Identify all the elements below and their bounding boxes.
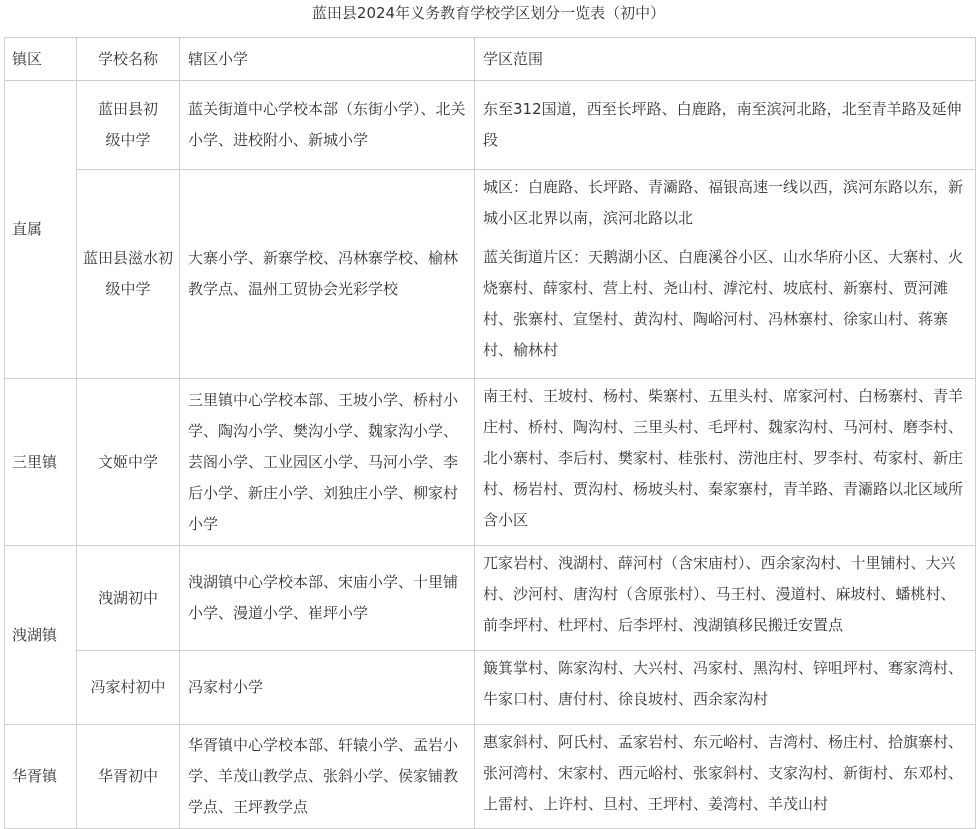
town-cell: 洩湖镇	[5, 546, 77, 725]
range-cell	[475, 170, 976, 379]
primary-cell: 洩湖镇中心学校本部、宋庙小学、十里铺小学、漫道小学、崔坪小学	[180, 546, 475, 651]
header-town: 镇区	[5, 38, 77, 81]
range-cell	[475, 725, 976, 829]
town-cell: 华胥镇	[5, 725, 77, 829]
table-row	[5, 725, 976, 829]
school-cell	[77, 81, 180, 170]
header-primary: 辖区小学	[180, 38, 475, 81]
school-cell: 洩湖初中	[77, 546, 180, 651]
primary-cell: 蓝关街道中心学校本部（东街小学）、北关小学、进校附小、新城小学	[180, 81, 475, 170]
range-text: 兀家岩村、洩湖村、薛河村（含宋庙村）、西余家沟村、十里铺村、大兴村、沙河村、唐沟村（含原张村）、马王村、漫道村、麻坡村、蟠桃村、前李坪村、杜坪村、后李坪村、洩湖镇移民搬迁安置点	[483, 554, 956, 634]
school-cell	[77, 170, 180, 379]
table-row	[5, 170, 976, 379]
primary-cell: 冯家村小学	[180, 651, 475, 725]
town-cell: 直属	[5, 81, 77, 379]
range-text: 簸箕掌村、陈家沟村、大兴村、冯家村、黑沟村、锌咀坪村、骞家湾村、牛家口村、唐付村、徐良坡村、西余家沟村	[483, 659, 964, 708]
primary-cell: 华胥镇中心学校本部、轩辕小学、孟岩小学、羊茂山教学点、张斜小学、侯家铺教学点、王坪教学点	[180, 725, 475, 829]
header-range: 学区范围	[475, 38, 976, 81]
header-school: 学校名称	[77, 38, 180, 81]
school-name: 蓝田县滋水初级中学	[83, 249, 174, 298]
town-cell: 三里镇	[5, 379, 77, 546]
table-row	[5, 651, 976, 725]
page-title: 蓝田县2024年义务教育学校学区划分一览表（初中）	[311, 4, 666, 22]
range-text-city: 城区：白鹿路、长坪路、青灞路、福银高速一线以西，滨河东路以东，新城小区北界以南，滨河北路以北	[483, 178, 964, 227]
school-name: 蓝田县初级中学	[97, 100, 158, 149]
school-cell: 冯家村初中	[77, 651, 180, 725]
range-text: 惠家斜村、阿氏村、孟家岩村、东元峪村、吉湾村、杨庄村、拾旗寨村、张河湾村、宋家村、西元峪村、张家斜村、支家沟村、新街村、东邓村、上雷村、上许村、旦村、王坪村、姜湾村、羊茂山村	[483, 733, 964, 813]
primary-cell: 三里镇中心学校本部、王坡小学、桥村小学、陶沟小学、樊沟小学、魏家沟小学、芸阁小学、工业园区小学、马河小学、李后小学、新庄小学、刘独庄小学、柳家村小学	[180, 379, 475, 546]
table-row	[5, 546, 976, 651]
primary-cell: 大寨小学、新寨学校、冯林寨学校、榆林教学点、温州工贸协会光彩学校	[180, 170, 475, 379]
school-cell: 文姬中学	[77, 379, 180, 546]
range-text-lanquan: 蓝关街道片区：天鹅湖小区、白鹿溪谷小区、山水华府小区、大寨村、火烧寨村、薛家村、营上村、尧山村、滹沱村、坡底村、新寨村、贾河滩村、张寨村、宣堡村、黄沟村、陶峪河村、冯林寨村、徐家山村、蒋寨村、榆林村	[483, 248, 964, 359]
range-text: 东至312国道，西至长坪路、白鹿路，南至滨河北路，北至青羊路及延伸段	[483, 100, 962, 149]
table-row	[5, 379, 976, 546]
range-cell	[475, 81, 976, 170]
school-cell: 华胥初中	[77, 725, 180, 829]
range-cell	[475, 379, 976, 546]
table-row	[5, 81, 976, 170]
range-cell	[475, 546, 976, 651]
range-text: 南王村、王坡村、杨村、柴寨村、五里头村、席家河村、白杨寨村、青羊庄村、桥村、陶沟村、三里头村、毛坪村、魏家沟村、马河村、磨李村、北小寨村、李后村、樊家村、桂张村、涝池庄村、罗李村、苟家村、新庄村、杨岩村、贾沟村、杨坡头村、秦家寨村，青羊路、青灞路以北区域所含小区	[483, 387, 964, 529]
table-header-row	[5, 38, 976, 81]
range-cell	[475, 651, 976, 725]
school-district-table	[4, 37, 976, 829]
